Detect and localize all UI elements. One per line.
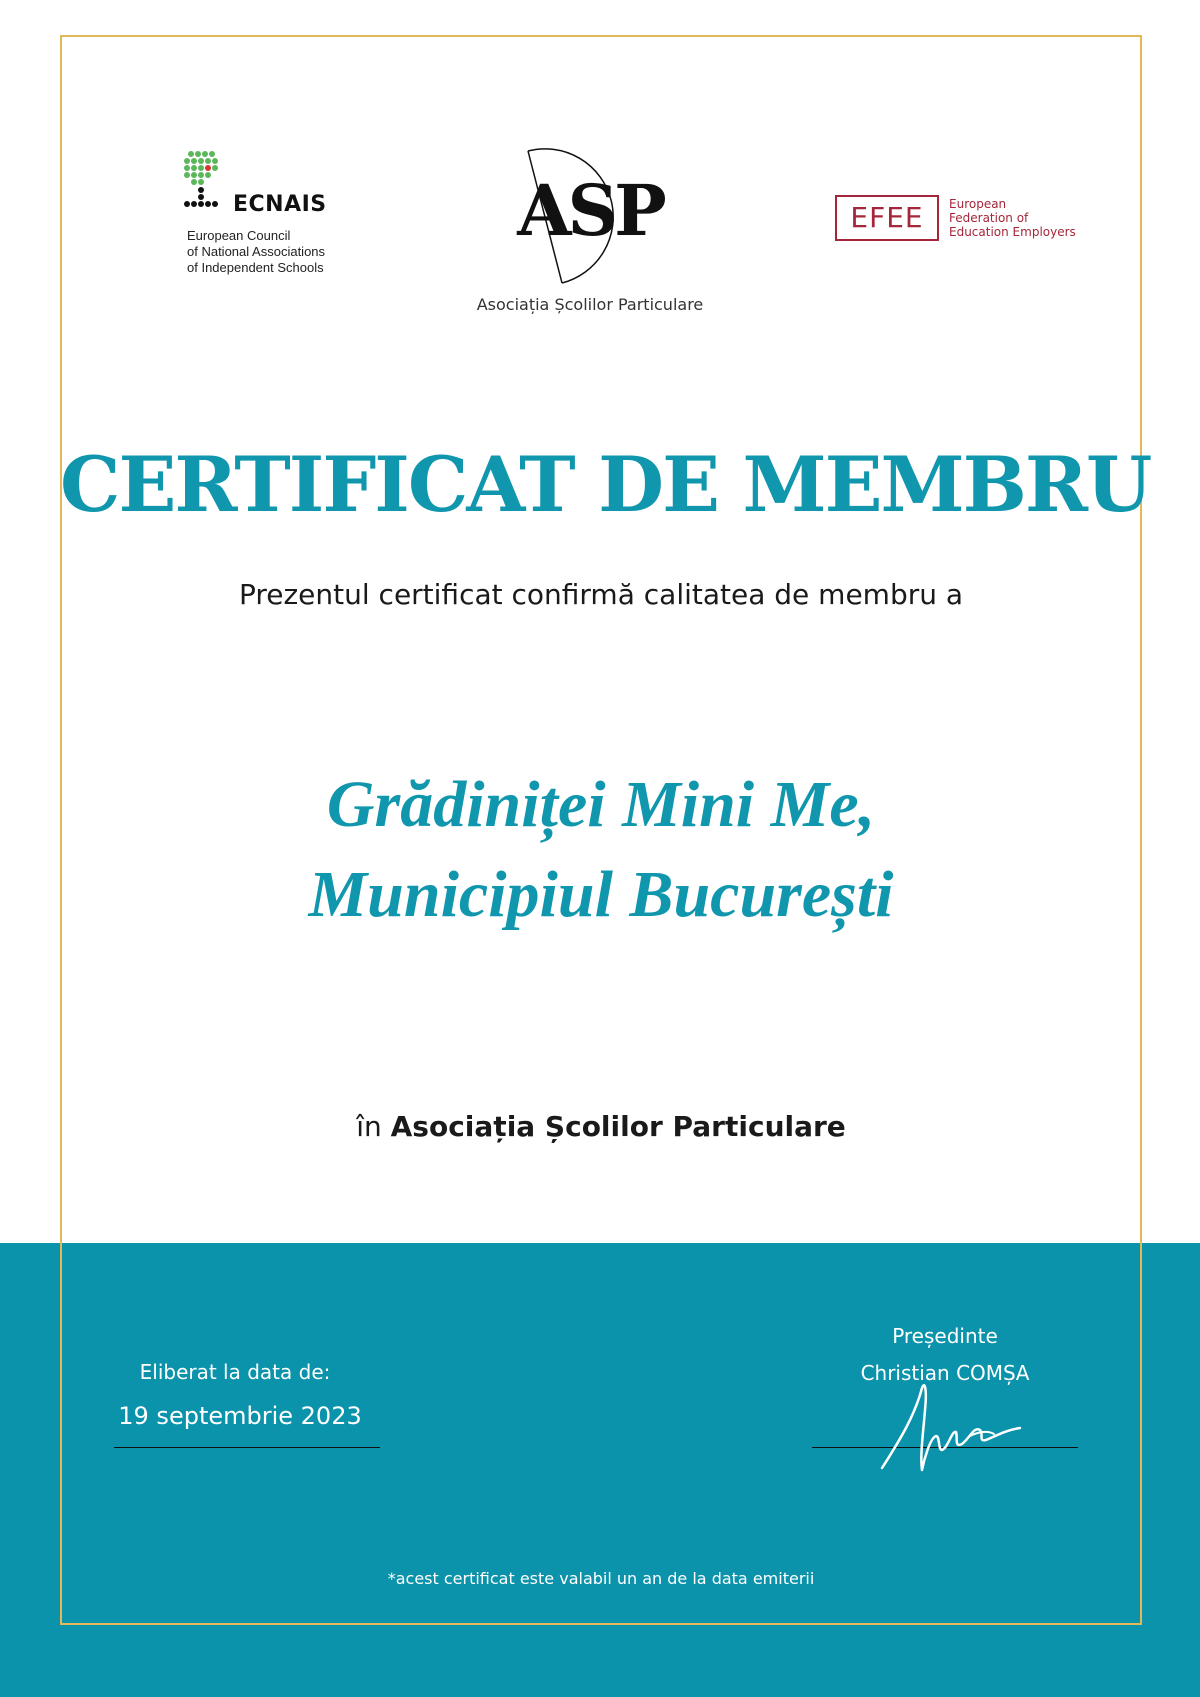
validity-note: *acest certificat este valabil un an de la data emiterii (387, 1569, 815, 1588)
efee-description-line: Federation of (949, 211, 1029, 225)
ecnais-description-line: European Council (187, 228, 291, 243)
ecnais-dot-grid-icon (183, 150, 233, 212)
efee-logo (835, 195, 1095, 245)
ecnais-description-line: of Independent Schools (187, 260, 324, 275)
asp-logo (470, 133, 710, 318)
asp-mark-text: ASP (517, 169, 663, 252)
member-name-line: Municipiul București (308, 858, 894, 931)
issued-date-underline (114, 1447, 380, 1448)
association-prefix: în (356, 1110, 391, 1143)
efee-description (949, 197, 1076, 239)
certificate-title: CERTIFICAT DE MEMBRU (60, 440, 1151, 529)
ecnais-logo (183, 150, 343, 280)
issued-date: 19 septembrie 2023 (118, 1402, 362, 1430)
certificate-subtitle: Prezentul certificat confirmă calitatea de membru a (238, 578, 964, 611)
ecnais-description-line: of National Associations (187, 244, 326, 259)
association-line (60, 1110, 1142, 1143)
asp-mark-icon (470, 133, 710, 293)
member-name-line: Grădiniței Mini Me, (326, 768, 876, 841)
issued-label: Eliberat la data de: (139, 1360, 331, 1384)
member-name (60, 760, 1142, 940)
president-name: Christian COMȘA (860, 1361, 1030, 1385)
ecnais-description (187, 228, 347, 276)
association-name: Asociația Școlilor Particulare (390, 1110, 846, 1143)
asp-caption: Asociația Școlilor Particulare (476, 295, 704, 314)
signature-icon (870, 1380, 1030, 1475)
efee-description-line: European (949, 197, 1007, 211)
president-role: Președinte (892, 1324, 998, 1348)
ecnais-name: ECNAIS (233, 192, 327, 217)
efee-description-line: Education Employers (949, 225, 1076, 239)
efee-mark: EFEE (835, 195, 939, 241)
